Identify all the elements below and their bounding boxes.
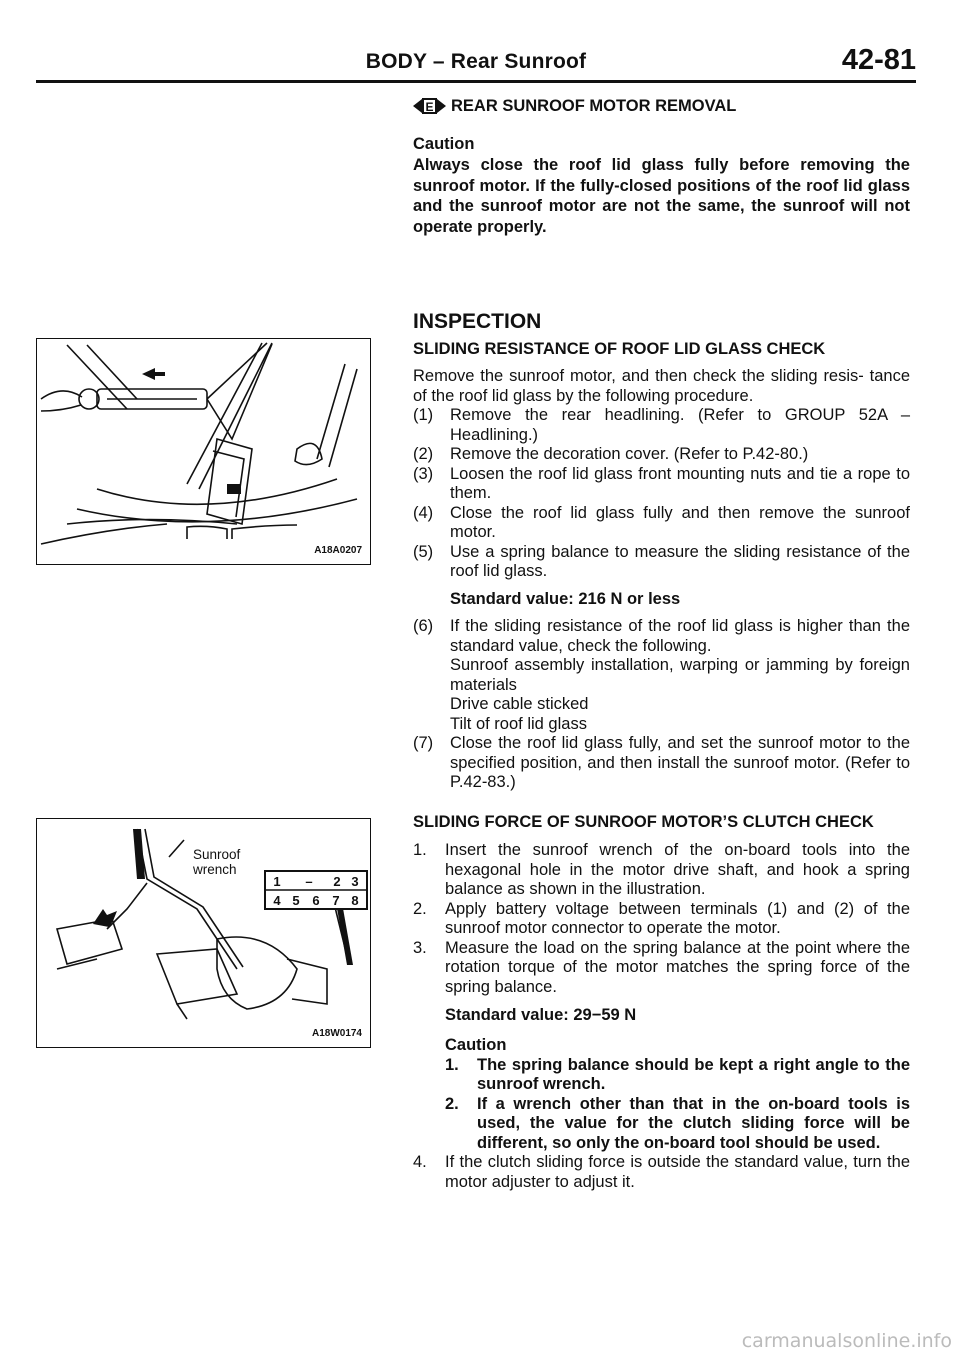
clutch-caution [413, 1035, 910, 1154]
clutch-check-steps [413, 841, 910, 997]
connector-pin: 4 [273, 893, 281, 908]
list-item-text: Apply battery voltage between terminals (1) and (2) of the sunroof motor connector to operate the motor. [445, 899, 910, 937]
list-item-text: Use a spring balance to measure the sliding resistance of the roof lid glass. [450, 542, 910, 580]
list-item [445, 1056, 910, 1095]
figure-code: A18A0207 [314, 545, 362, 556]
motor-removal-caution-label: Caution [413, 135, 475, 153]
list-item-number: 2. [445, 1094, 459, 1113]
list-item [413, 900, 910, 939]
label-line: wrench [193, 862, 237, 877]
motor-removal-caution-text: Always close the roof lid glass fully before removing the sunroof motor. If the fully-closed positions of the roof lid glass and the sunroof motor are not the same, the sunroof will not operate properly. [413, 156, 910, 236]
list-item [413, 504, 910, 543]
sunroof-wrench-label [193, 847, 240, 877]
list-item [413, 465, 910, 504]
figure-code: A18W0174 [311, 1028, 362, 1039]
list-item [413, 445, 910, 465]
list-item-text: Close the roof lid glass fully, and set the sunroof motor to the specified position, and then install the sunroof motor. (Refer to P.42-83.) [450, 734, 910, 791]
list-item-number: 1. [445, 1055, 459, 1074]
list-item-number: (2) [413, 445, 434, 463]
check-item: Drive cable sticked [450, 695, 589, 713]
list-item-number: (3) [413, 464, 434, 483]
list-item-number: (5) [413, 542, 434, 561]
list-item-text: Close the roof lid glass fully and then remove the sunroof motor. [450, 503, 910, 541]
clutch-standard-value: Standard value: 29−59 N [445, 1006, 637, 1024]
clutch-caution-label: Caution [445, 1035, 507, 1054]
connector-pin: 8 [351, 893, 359, 908]
sliding-check-heading: SLIDING RESISTANCE OF ROOF LID GLASS CHECK [413, 340, 826, 358]
list-item-text: If the sliding resistance of the roof lid glass is higher than the standard value, check the following. [450, 617, 910, 655]
list-item-number: 3. [413, 938, 427, 957]
list-item-text: Loosen the roof lid glass front mounting nuts and tie a rope to them. [450, 464, 910, 502]
motor-removal-title: REAR SUNROOF MOTOR REMOVAL [451, 97, 737, 115]
list-item [413, 939, 910, 998]
list-item-number: (7) [413, 734, 434, 752]
connector-pin: 3 [351, 874, 359, 889]
list-item-text: If a wrench other than that in the on-board tools is used, the value for the clutch sliding force will be different, so only the on-board tool should be used. [477, 1094, 910, 1152]
connector-pin: 1 [273, 874, 281, 889]
page-title: BODY – Rear Sunroof [365, 50, 587, 73]
list-item-number: (6) [413, 617, 434, 635]
connector-pin: – [305, 874, 313, 889]
connector-diagram [265, 871, 367, 909]
list-item-text: Insert the sunroof wrench of the on-board tools into the hexagonal hole in the motor drive shaft, and hook a spring balance as shown in the illustration. [445, 841, 910, 898]
inspection-heading: INSPECTION [413, 310, 542, 333]
roof-glass-illustration [37, 339, 369, 563]
check-item: Tilt of roof lid glass [450, 714, 587, 733]
sliding-check-intro: Remove the sunroof motor, and then check the sliding resis- tance of the roof lid glass by the following procedure. [413, 367, 910, 405]
connector-pin: 7 [332, 893, 340, 908]
list-item [413, 841, 910, 900]
connector-pin: 5 [292, 893, 300, 908]
section-inspection [413, 309, 910, 793]
list-item-number: (1) [413, 406, 434, 424]
figure-motor-clutch-check [36, 818, 371, 1048]
check-item: Sunroof assembly installation, warping or jamming by foreign materials [450, 656, 910, 694]
clutch-check-heading: SLIDING FORCE OF SUNROOF MOTOR’S CLUTCH CHECK [413, 813, 874, 831]
list-item-text: Measure the load on the spring balance at the point where the rotation torque of the motor matches the spring force of the spring balance. [445, 938, 910, 996]
section-motor-removal [413, 96, 910, 237]
list-item [413, 617, 910, 734]
page-header [36, 44, 916, 84]
list-item-number: 4. [413, 1153, 427, 1171]
connector-pin: 6 [312, 893, 320, 908]
list-item [413, 1153, 910, 1192]
step-marker-icon [413, 98, 447, 120]
list-item-number: 2. [413, 899, 427, 918]
list-item-text: The spring balance should be kept a right angle to the sunroof wrench. [477, 1055, 910, 1093]
step-marker-letter: E [425, 100, 434, 114]
list-item [445, 1095, 910, 1154]
header-rule [36, 80, 916, 83]
sliding-standard-value: Standard value: 216 N or less [450, 589, 681, 608]
list-item [413, 406, 910, 445]
page-number: 42-81 [841, 44, 916, 76]
list-item-text: Remove the decoration cover. (Refer to P.42-80.) [450, 445, 809, 463]
label-line: Sunroof [193, 847, 241, 862]
list-item [413, 543, 910, 582]
list-item [413, 734, 910, 793]
figure-roof-glass-spring-balance [36, 338, 371, 565]
connector-pin: 2 [333, 874, 341, 889]
list-item-text: If the clutch sliding force is outside the standard value, turn the motor adjuster to adjust it. [445, 1153, 910, 1191]
list-item-text: Remove the rear headlining. (Refer to GROUP 52A – Headlining.) [450, 406, 910, 444]
list-item-number: 1. [413, 841, 427, 859]
motor-removal-heading [413, 96, 910, 120]
watermark: carmanualsonline.info [741, 1330, 952, 1352]
sliding-check-steps [413, 406, 910, 582]
list-item-number: (4) [413, 503, 434, 522]
section-clutch-check [413, 812, 910, 1192]
